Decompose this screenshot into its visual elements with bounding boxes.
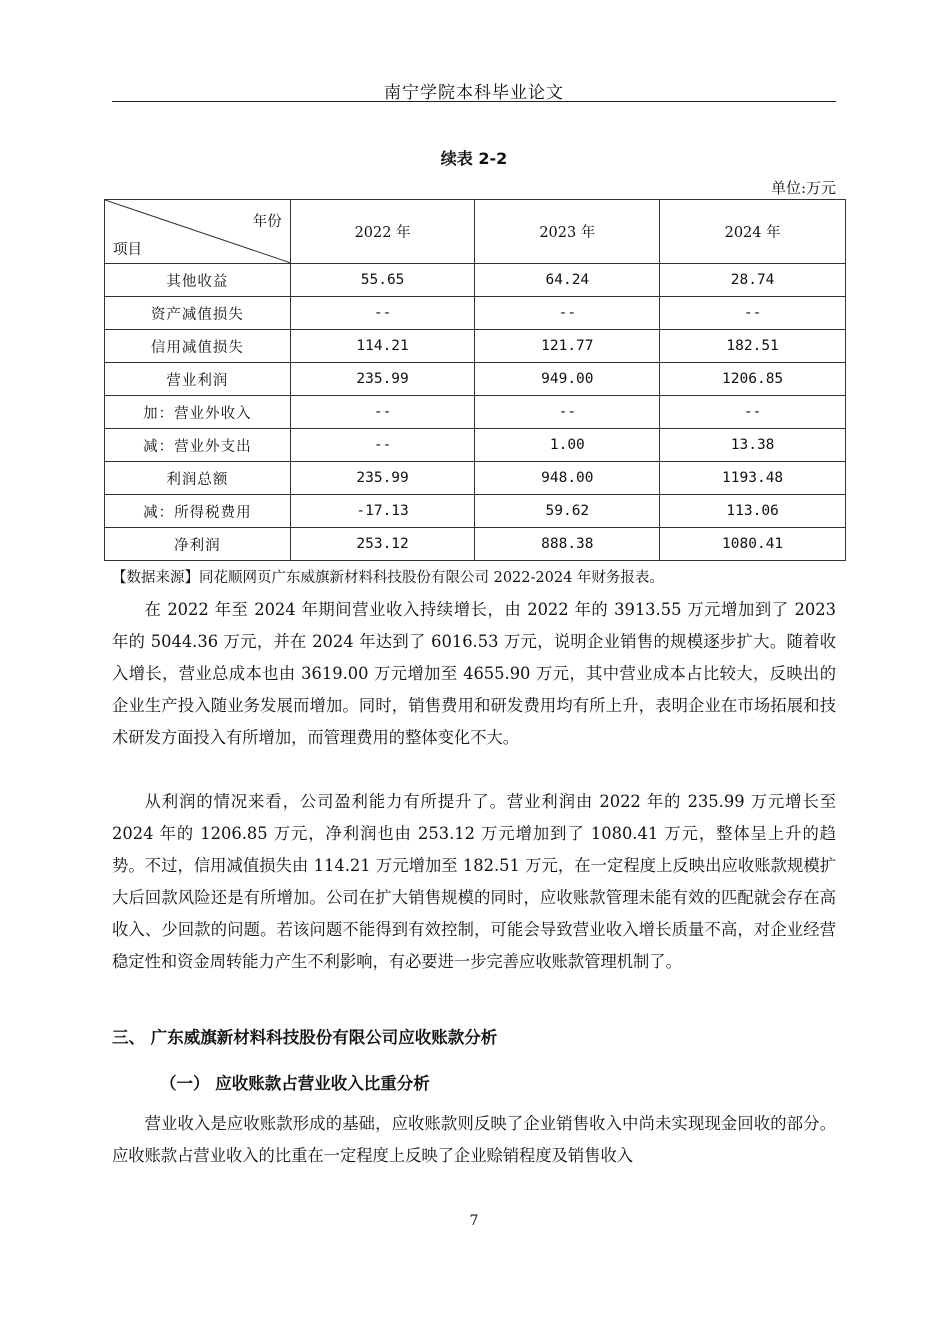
page-header: 南宁学院本科毕业论文 [384,83,564,103]
table-cell: -- [475,396,660,429]
table-cell: 13.38 [660,429,846,462]
corner-year-label: 年份 [252,214,282,230]
body-paragraph-2: 从利润的情况来看，公司盈利能力有所提升了。营业利润由 2022 年的 235.99 万元增长至 2024 年的 1206.85 万元，净利润也由 253.12 万元增加到了 1080.41 万元，整体呈上升的趋势。不过，信用减值损失由 114.21 万元增加至 182.51 万元，在一定程度上反映出应收账款规模扩大后回款风险还是有所增加。公司在扩大销售规模的同时，应收账款管理未能有效的匹配就会存在高收入、少回款的问题。若该问题不能得到有效控制，可能会导致营业收入增长质量不高，对企业经营稳定性和资金周转能力产生不利影响，有必要进一步完善应收账款管理机制了。 [112,792,836,971]
table-cell: 1193.48 [660,462,846,495]
page-number: 7 [469,1213,479,1229]
table-row [105,330,846,363]
table-cell: 1080.41 [660,528,846,561]
table-cell: -- [290,429,475,462]
table-cell: -- [660,396,846,429]
table-cell: 28.74 [660,264,846,297]
table-row [105,528,846,561]
row-label: 营业利润 [105,363,291,396]
table-cell: 949.00 [475,363,660,396]
data-source-note: 【数据来源】同花顺网页广东威旗新材料科技股份有限公司 2022-2024 年财务报表。 [112,570,664,586]
body-paragraph-3: 营业收入是应收账款形成的基础，应收账款则反映了企业销售收入中尚未实现现金回收的部分。应收账款占营业收入的比重在一定程度上反映了企业赊销程度及销售收入 [112,1114,836,1165]
table-cell: -- [660,297,846,330]
subsection-heading: （一） 应收账款占营业收入比重分析 [160,1074,430,1093]
table-cell: -17.13 [290,495,475,528]
table-cell: 182.51 [660,330,846,363]
table-caption: 续表 2-2 [440,149,508,168]
table-unit: 单位:万元 [770,179,836,197]
table-row [105,363,846,396]
column-header: 2023 年 [475,200,660,264]
row-label: 减：所得税费用 [105,495,291,528]
table-cell: 888.38 [475,528,660,561]
table-cell: -- [475,297,660,330]
section-heading: 三、 广东威旗新材料科技股份有限公司应收账款分析 [112,1028,498,1047]
table-cell: 64.24 [475,264,660,297]
table-cell: 113.06 [660,495,846,528]
table-cell: 948.00 [475,462,660,495]
table-header-row [105,200,846,264]
row-label: 净利润 [105,528,291,561]
table-row [105,429,846,462]
row-label: 利润总额 [105,462,291,495]
table-corner-cell [105,200,291,264]
table-cell: 1.00 [475,429,660,462]
table-cell: 253.12 [290,528,475,561]
table-row [105,264,846,297]
table-cell: 235.99 [290,462,475,495]
financial-table [104,199,846,561]
table-row [105,462,846,495]
header-rule [112,101,836,102]
corner-item-label: 项目 [113,242,142,258]
row-label: 资产减值损失 [105,297,291,330]
table-row [105,297,846,330]
table-cell: -- [290,396,475,429]
row-label: 其他收益 [105,264,291,297]
table-cell: 55.65 [290,264,475,297]
row-label: 加：营业外收入 [105,396,291,429]
table-cell: 1206.85 [660,363,846,396]
table-cell: 121.77 [475,330,660,363]
table-cell: 59.62 [475,495,660,528]
table-row [105,396,846,429]
column-header: 2022 年 [290,200,475,264]
row-label: 信用减值损失 [105,330,291,363]
table-cell: -- [290,297,475,330]
table-cell: 114.21 [290,330,475,363]
body-paragraph-1: 在 2022 年至 2024 年期间营业收入持续增长，由 2022 年的 3913.55 万元增加到了 2023 年的 5044.36 万元，并在 2024 年达到了 6016.53 万元，说明企业销售的规模逐步扩大。随着收入增长，营业总成本也由 3619.00 万元增加至 4655.90 万元，其中营业成本占比较大，反映出的企业生产投入随业务发展而增加。同时，销售费用和研发费用均有所上升，表明企业在市场拓展和技术研发方面投入有所增加，而管理费用的整体变化不大。 [112,600,836,747]
table-cell: 235.99 [290,363,475,396]
row-label: 减：营业外支出 [105,429,291,462]
column-header: 2024 年 [660,200,846,264]
table-row [105,495,846,528]
